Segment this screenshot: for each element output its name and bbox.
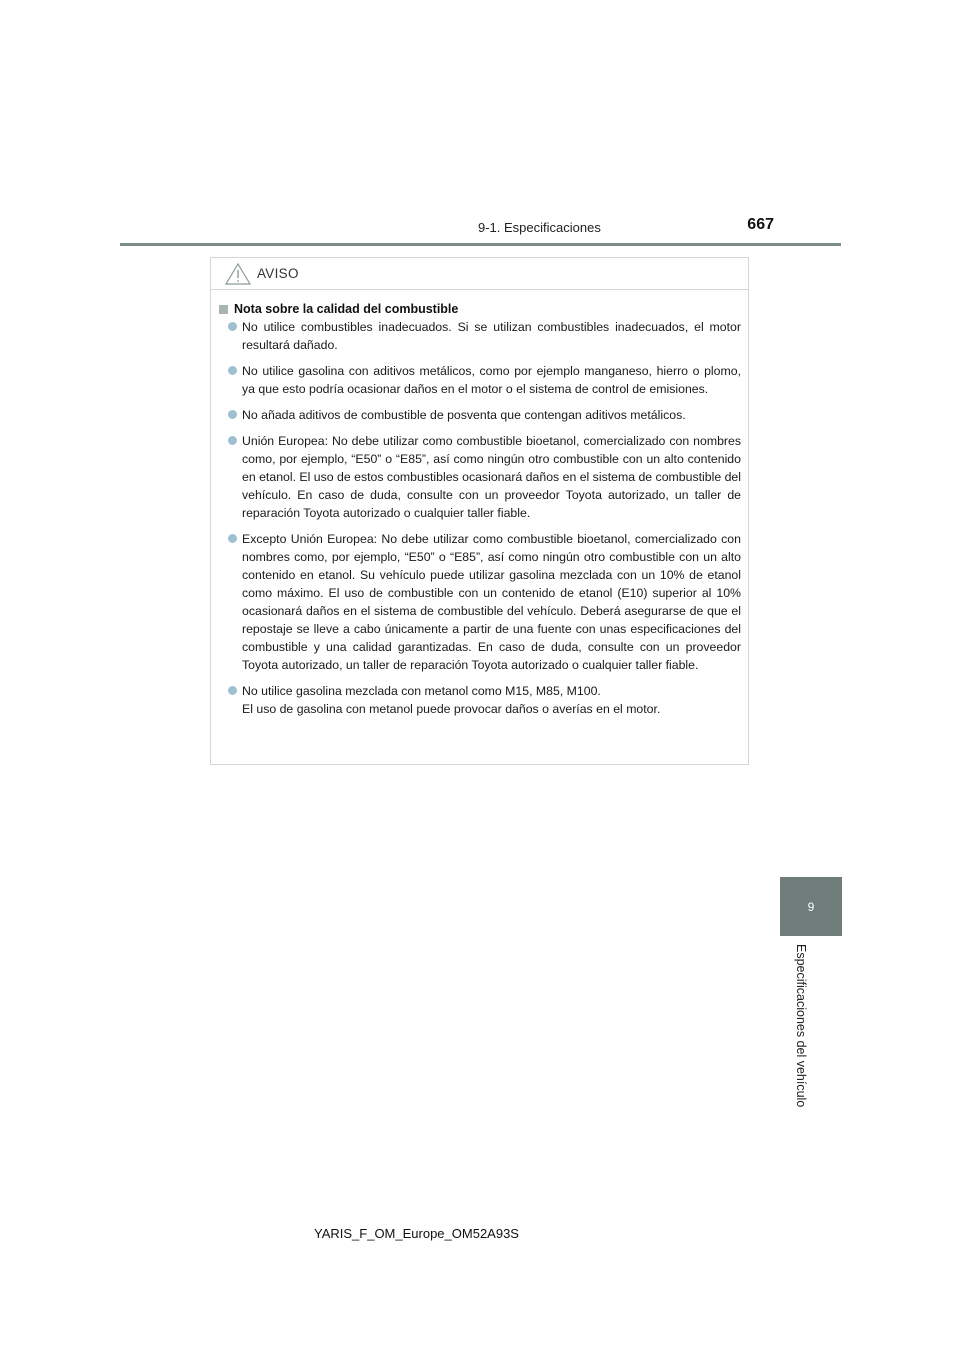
- footer-document-code: YARIS_F_OM_Europe_OM52A93S: [314, 1226, 519, 1241]
- warning-body: [211, 290, 748, 718]
- list-item-text: No utilice combustibles inadecuados. Si se utilizan combustibles inadecuados, el motor resultará dañado.: [242, 320, 741, 352]
- chapter-number: 9: [807, 899, 815, 914]
- chapter-label: Especificaciones del vehículo: [794, 944, 808, 1108]
- warning-box: [210, 257, 749, 765]
- bullet-dot-icon: [228, 410, 237, 419]
- warning-triangle-icon: [225, 263, 251, 285]
- bullet-dot-icon: [228, 366, 237, 375]
- list-item-text: No utilice gasolina con aditivos metálicos, como por ejemplo manganeso, hierro o plomo, ya que esto podría ocasionar daños en el motor o el sistema de control de emisiones.: [242, 364, 741, 396]
- bullet-dot-icon: [228, 436, 237, 445]
- page-number: 667: [747, 216, 774, 233]
- bullet-dot-icon: [228, 686, 237, 695]
- square-bullet-icon: [219, 305, 228, 314]
- list-item: [219, 362, 741, 398]
- list-item-text: No utilice gasolina mezclada con metanol como M15, M85, M100.: [242, 684, 601, 698]
- bullet-dot-icon: [228, 534, 237, 543]
- warning-title: AVISO: [257, 266, 299, 281]
- warning-header: [211, 258, 748, 290]
- list-item-text: No añada aditivos de combustible de posventa que contengan aditivos metálicos.: [242, 408, 686, 422]
- list-item: [219, 432, 741, 522]
- section-heading: [219, 302, 741, 316]
- list-item: [219, 406, 741, 424]
- list-item-text-continued: El uso de gasolina con metanol puede provocar daños o averías en el motor.: [242, 702, 661, 716]
- list-item-text: Unión Europea: No debe utilizar como combustible bioetanol, comercializado con nombres como, por ejemplo, “E50” o “E85”, así como ningún otro combustible con un alto contenido en etanol. El uso de estos combustibles ocasionará daños en el sistema de combustible del vehículo. En caso de duda, consulte con un proveedor Toyota autorizado, un taller de reparación Toyota autorizado o cualquier taller fiable.: [242, 434, 742, 520]
- bullet-dot-icon: [228, 322, 237, 331]
- section-heading-text: Nota sobre la calidad del combustible: [234, 302, 459, 316]
- list-item: [219, 318, 741, 354]
- list-item-text: Excepto Unión Europea: No debe utilizar como combustible bioetanol, comercializado con nombres como, por ejemplo, “E50” o “E85”, así como ningún otro combustible con un alto contenido en etanol. Su vehículo puede utilizar gasolina mezclada con un 10% de etanol como máximo. El uso de combustible con un contenido de etanol (E10) superior al 10% ocasionará daños en el sistema de combustible del vehículo. Deberá asegurarse de que el repostaje se lleve a cabo únicamente a partir de una fuente con unas especificaciones del combustible y una calidad garantizadas. En caso de duda, consulte con un proveedor Toyota autorizado, un taller de reparación Toyota autorizado o cualquier taller fiable.: [242, 532, 741, 672]
- running-header-section: 9-1. Especificaciones: [478, 220, 601, 235]
- list-item: [219, 682, 741, 718]
- header-divider: [120, 243, 841, 246]
- chapter-tab: [780, 877, 842, 936]
- list-item: [219, 530, 741, 674]
